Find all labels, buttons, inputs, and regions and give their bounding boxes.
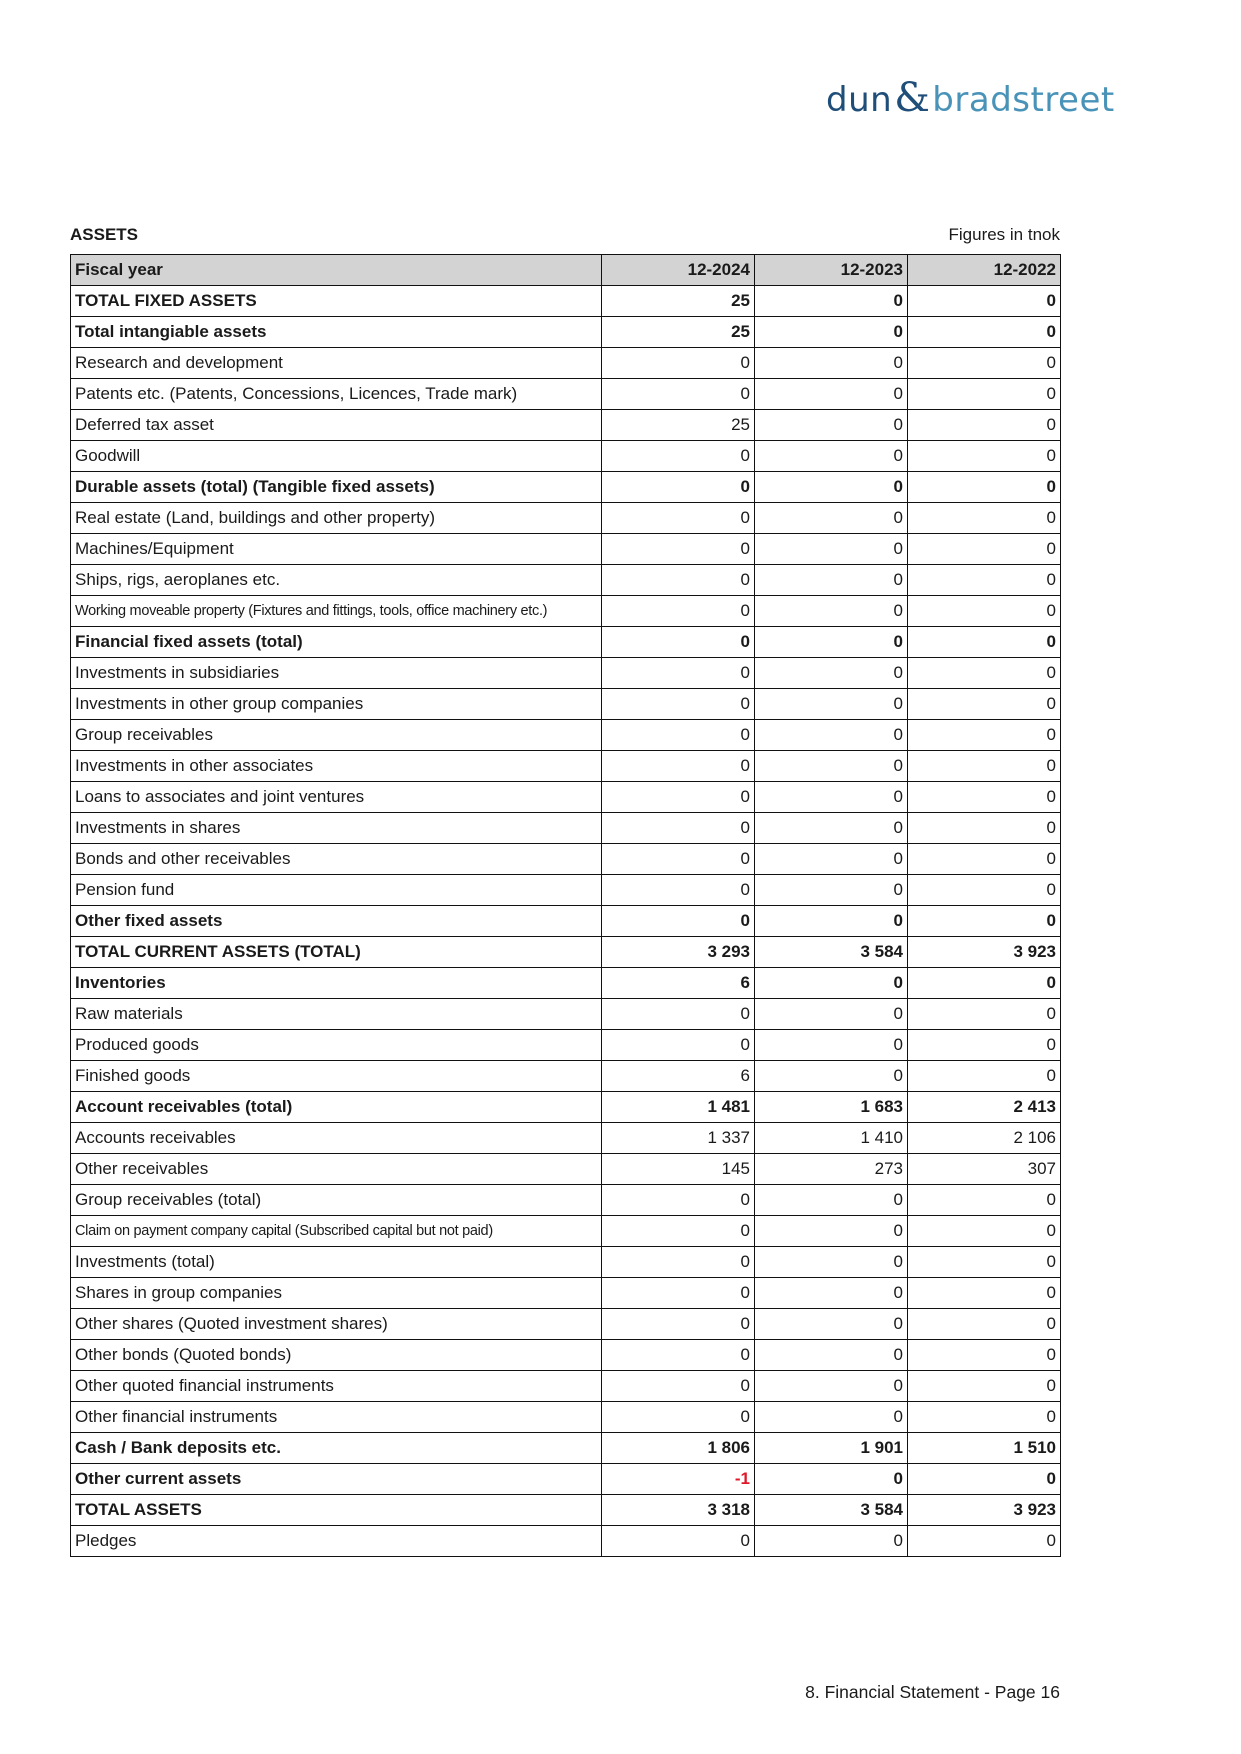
row-value-12-2024: 0 xyxy=(602,1340,755,1371)
row-label: Pension fund xyxy=(71,875,602,906)
row-value-12-2022: 0 xyxy=(908,286,1061,317)
table-row xyxy=(71,999,1061,1030)
table-row xyxy=(71,782,1061,813)
row-value-12-2024: 0 xyxy=(602,689,755,720)
row-value-12-2024: 0 xyxy=(602,720,755,751)
row-value-12-2022: 0 xyxy=(908,751,1061,782)
row-value-12-2024: 0 xyxy=(602,1371,755,1402)
row-label: TOTAL CURRENT ASSETS (TOTAL) xyxy=(71,937,602,968)
row-value-12-2022: 0 xyxy=(908,317,1061,348)
table-row xyxy=(71,565,1061,596)
row-label: Loans to associates and joint ventures xyxy=(71,782,602,813)
row-value-12-2022: 0 xyxy=(908,782,1061,813)
table-row xyxy=(71,410,1061,441)
row-value-12-2023: 1 410 xyxy=(755,1123,908,1154)
table-row xyxy=(71,379,1061,410)
row-label: Investments in other associates xyxy=(71,751,602,782)
row-label: TOTAL ASSETS xyxy=(71,1495,602,1526)
table-row xyxy=(71,1247,1061,1278)
row-value-12-2024: 0 xyxy=(602,1402,755,1433)
row-value-12-2023: 0 xyxy=(755,441,908,472)
row-value-12-2023: 0 xyxy=(755,1526,908,1557)
row-value-12-2022: 0 xyxy=(908,1526,1061,1557)
table-row xyxy=(71,627,1061,658)
row-value-12-2024: 0 xyxy=(602,1216,755,1247)
row-value-12-2022: 0 xyxy=(908,565,1061,596)
assets-table xyxy=(70,254,1061,1557)
row-value-12-2024: 0 xyxy=(602,379,755,410)
row-value-12-2022: 3 923 xyxy=(908,1495,1061,1526)
row-value-12-2022: 0 xyxy=(908,441,1061,472)
row-value-12-2024: 0 xyxy=(602,906,755,937)
table-row xyxy=(71,441,1061,472)
row-value-12-2023: 0 xyxy=(755,1464,908,1495)
row-label: Investments in other group companies xyxy=(71,689,602,720)
row-value-12-2024: 0 xyxy=(602,782,755,813)
row-value-12-2023: 0 xyxy=(755,1340,908,1371)
row-label: Durable assets (total) (Tangible fixed assets) xyxy=(71,472,602,503)
row-value-12-2024: 0 xyxy=(602,534,755,565)
row-value-12-2024: 1 337 xyxy=(602,1123,755,1154)
row-label: Bonds and other receivables xyxy=(71,844,602,875)
row-value-12-2022: 0 xyxy=(908,503,1061,534)
row-value-12-2024: 0 xyxy=(602,1030,755,1061)
row-value-12-2023: 0 xyxy=(755,658,908,689)
row-label: Investments in shares xyxy=(71,813,602,844)
row-value-12-2024: 0 xyxy=(602,999,755,1030)
table-row xyxy=(71,658,1061,689)
row-value-12-2023: 0 xyxy=(755,472,908,503)
row-label: Raw materials xyxy=(71,999,602,1030)
row-value-12-2024: 0 xyxy=(602,1185,755,1216)
table-row xyxy=(71,1402,1061,1433)
table-row xyxy=(71,1092,1061,1123)
row-label: Other fixed assets xyxy=(71,906,602,937)
row-label: Total intangiable assets xyxy=(71,317,602,348)
row-value-12-2022: 0 xyxy=(908,1278,1061,1309)
row-value-12-2023: 0 xyxy=(755,1061,908,1092)
row-value-12-2022: 0 xyxy=(908,999,1061,1030)
row-value-12-2023: 0 xyxy=(755,720,908,751)
row-value-12-2024: 0 xyxy=(602,565,755,596)
row-value-12-2023: 0 xyxy=(755,968,908,999)
table-row xyxy=(71,968,1061,999)
row-value-12-2022: 0 xyxy=(908,1216,1061,1247)
row-value-12-2022: 0 xyxy=(908,1247,1061,1278)
row-label: Group receivables xyxy=(71,720,602,751)
table-row xyxy=(71,534,1061,565)
column-header-2024: 12-2024 xyxy=(602,255,755,286)
row-value-12-2022: 0 xyxy=(908,1371,1061,1402)
row-value-12-2024: 0 xyxy=(602,596,755,627)
table-row xyxy=(71,1526,1061,1557)
table-row xyxy=(71,317,1061,348)
row-label: Other quoted financial instruments xyxy=(71,1371,602,1402)
table-row xyxy=(71,689,1061,720)
row-value-12-2022: 0 xyxy=(908,1030,1061,1061)
row-value-12-2023: 0 xyxy=(755,1247,908,1278)
table-row xyxy=(71,1278,1061,1309)
row-value-12-2023: 0 xyxy=(755,813,908,844)
row-value-12-2022: 307 xyxy=(908,1154,1061,1185)
row-label: Other bonds (Quoted bonds) xyxy=(71,1340,602,1371)
row-label: Shares in group companies xyxy=(71,1278,602,1309)
table-row xyxy=(71,875,1061,906)
row-value-12-2024: 0 xyxy=(602,348,755,379)
row-value-12-2024: 25 xyxy=(602,410,755,441)
row-value-12-2024: 1 806 xyxy=(602,1433,755,1464)
row-value-12-2023: 0 xyxy=(755,410,908,441)
row-value-12-2023: 0 xyxy=(755,565,908,596)
table-row xyxy=(71,472,1061,503)
row-label: Other current assets xyxy=(71,1464,602,1495)
row-value-12-2022: 0 xyxy=(908,1464,1061,1495)
row-label: Ships, rigs, aeroplanes etc. xyxy=(71,565,602,596)
row-label: Working moveable property (Fixtures and fittings, tools, office machinery etc.) xyxy=(71,596,602,627)
row-value-12-2023: 1 901 xyxy=(755,1433,908,1464)
row-value-12-2024: 0 xyxy=(602,627,755,658)
row-label: Investments (total) xyxy=(71,1247,602,1278)
row-label: Cash / Bank deposits etc. xyxy=(71,1433,602,1464)
row-value-12-2023: 0 xyxy=(755,1030,908,1061)
table-row xyxy=(71,1340,1061,1371)
row-value-12-2024: 25 xyxy=(602,317,755,348)
row-label: Accounts receivables xyxy=(71,1123,602,1154)
row-label: Pledges xyxy=(71,1526,602,1557)
row-value-12-2022: 0 xyxy=(908,534,1061,565)
row-label: Investments in subsidiaries xyxy=(71,658,602,689)
row-value-12-2023: 0 xyxy=(755,1185,908,1216)
table-row xyxy=(71,1464,1061,1495)
row-value-12-2024: 145 xyxy=(602,1154,755,1185)
row-label: Claim on payment company capital (Subscribed capital but not paid) xyxy=(71,1216,602,1247)
row-value-12-2023: 0 xyxy=(755,379,908,410)
row-value-12-2022: 0 xyxy=(908,875,1061,906)
row-value-12-2024: 0 xyxy=(602,1247,755,1278)
table-row xyxy=(71,844,1061,875)
row-value-12-2023: 0 xyxy=(755,1309,908,1340)
row-label: Finished goods xyxy=(71,1061,602,1092)
row-label: Group receivables (total) xyxy=(71,1185,602,1216)
row-label: Financial fixed assets (total) xyxy=(71,627,602,658)
table-row xyxy=(71,348,1061,379)
row-value-12-2022: 0 xyxy=(908,906,1061,937)
row-value-12-2024: 0 xyxy=(602,844,755,875)
row-value-12-2024: 0 xyxy=(602,751,755,782)
row-value-12-2022: 0 xyxy=(908,968,1061,999)
row-value-12-2024: 0 xyxy=(602,658,755,689)
dun-bradstreet-logo xyxy=(826,75,1115,121)
row-value-12-2023: 0 xyxy=(755,999,908,1030)
row-value-12-2022: 0 xyxy=(908,1402,1061,1433)
row-value-12-2024: 3 318 xyxy=(602,1495,755,1526)
row-value-12-2023: 0 xyxy=(755,844,908,875)
row-value-12-2024: 0 xyxy=(602,875,755,906)
row-value-12-2023: 0 xyxy=(755,286,908,317)
row-value-12-2024: -1 xyxy=(602,1464,755,1495)
row-value-12-2023: 0 xyxy=(755,751,908,782)
row-value-12-2022: 0 xyxy=(908,844,1061,875)
row-label: Other financial instruments xyxy=(71,1402,602,1433)
row-value-12-2024: 1 481 xyxy=(602,1092,755,1123)
figures-unit-note: Figures in tnok xyxy=(948,225,1060,244)
row-value-12-2024: 25 xyxy=(602,286,755,317)
row-value-12-2022: 3 923 xyxy=(908,937,1061,968)
row-value-12-2022: 0 xyxy=(908,1185,1061,1216)
row-label: Produced goods xyxy=(71,1030,602,1061)
row-value-12-2023: 0 xyxy=(755,906,908,937)
table-row xyxy=(71,1216,1061,1247)
table-header-row xyxy=(71,255,1061,286)
row-value-12-2023: 0 xyxy=(755,875,908,906)
row-value-12-2023: 0 xyxy=(755,1278,908,1309)
table-row xyxy=(71,286,1061,317)
page-footer: 8. Financial Statement - Page 16 xyxy=(805,1682,1060,1702)
row-value-12-2023: 0 xyxy=(755,1371,908,1402)
column-header-2022: 12-2022 xyxy=(908,255,1061,286)
table-row xyxy=(71,596,1061,627)
row-value-12-2022: 2 413 xyxy=(908,1092,1061,1123)
row-value-12-2024: 0 xyxy=(602,441,755,472)
table-row xyxy=(71,720,1061,751)
row-value-12-2024: 6 xyxy=(602,968,755,999)
row-value-12-2024: 0 xyxy=(602,1526,755,1557)
row-value-12-2022: 0 xyxy=(908,813,1061,844)
table-row xyxy=(71,937,1061,968)
row-value-12-2023: 0 xyxy=(755,627,908,658)
row-label: Patents etc. (Patents, Concessions, Licences, Trade mark) xyxy=(71,379,602,410)
row-value-12-2022: 0 xyxy=(908,1340,1061,1371)
row-label: TOTAL FIXED ASSETS xyxy=(71,286,602,317)
row-value-12-2023: 0 xyxy=(755,534,908,565)
table-row xyxy=(71,1030,1061,1061)
section-title: ASSETS xyxy=(70,225,139,244)
table-row xyxy=(71,1495,1061,1526)
row-label: Inventories xyxy=(71,968,602,999)
row-value-12-2024: 6 xyxy=(602,1061,755,1092)
table-row xyxy=(71,1123,1061,1154)
table-row xyxy=(71,1185,1061,1216)
row-value-12-2023: 0 xyxy=(755,1402,908,1433)
row-label: Account receivables (total) xyxy=(71,1092,602,1123)
table-row xyxy=(71,1433,1061,1464)
row-label: Research and development xyxy=(71,348,602,379)
row-label: Other shares (Quoted investment shares) xyxy=(71,1309,602,1340)
row-value-12-2022: 0 xyxy=(908,348,1061,379)
row-value-12-2022: 0 xyxy=(908,720,1061,751)
row-value-12-2022: 2 106 xyxy=(908,1123,1061,1154)
row-value-12-2023: 1 683 xyxy=(755,1092,908,1123)
row-value-12-2024: 0 xyxy=(602,1278,755,1309)
row-value-12-2022: 0 xyxy=(908,379,1061,410)
row-value-12-2022: 0 xyxy=(908,410,1061,441)
row-value-12-2023: 0 xyxy=(755,348,908,379)
row-value-12-2022: 0 xyxy=(908,596,1061,627)
row-value-12-2023: 273 xyxy=(755,1154,908,1185)
row-value-12-2022: 0 xyxy=(908,689,1061,720)
row-value-12-2023: 0 xyxy=(755,503,908,534)
row-value-12-2022: 0 xyxy=(908,1061,1061,1092)
row-label: Deferred tax asset xyxy=(71,410,602,441)
row-value-12-2023: 0 xyxy=(755,689,908,720)
row-value-12-2022: 0 xyxy=(908,627,1061,658)
row-label: Other receivables xyxy=(71,1154,602,1185)
logo-text-bradstreet: bradstreet xyxy=(932,80,1115,120)
table-row xyxy=(71,503,1061,534)
table-row xyxy=(71,906,1061,937)
row-value-12-2022: 1 510 xyxy=(908,1433,1061,1464)
table-row xyxy=(71,751,1061,782)
table-row xyxy=(71,1154,1061,1185)
table-row xyxy=(71,1371,1061,1402)
row-value-12-2024: 0 xyxy=(602,1309,755,1340)
row-value-12-2024: 0 xyxy=(602,472,755,503)
logo-ampersand-icon: & xyxy=(894,75,931,121)
row-label: Machines/Equipment xyxy=(71,534,602,565)
row-value-12-2022: 0 xyxy=(908,1309,1061,1340)
table-row xyxy=(71,1309,1061,1340)
row-value-12-2023: 0 xyxy=(755,782,908,813)
row-label: Goodwill xyxy=(71,441,602,472)
row-value-12-2023: 3 584 xyxy=(755,937,908,968)
row-value-12-2023: 0 xyxy=(755,317,908,348)
row-value-12-2024: 0 xyxy=(602,503,755,534)
logo-text-dun: dun xyxy=(826,80,893,120)
table-row xyxy=(71,1061,1061,1092)
row-value-12-2022: 0 xyxy=(908,472,1061,503)
row-value-12-2023: 0 xyxy=(755,596,908,627)
row-value-12-2024: 0 xyxy=(602,813,755,844)
row-value-12-2024: 3 293 xyxy=(602,937,755,968)
row-value-12-2023: 3 584 xyxy=(755,1495,908,1526)
row-value-12-2023: 0 xyxy=(755,1216,908,1247)
table-row xyxy=(71,813,1061,844)
column-header-2023: 12-2023 xyxy=(755,255,908,286)
row-value-12-2022: 0 xyxy=(908,658,1061,689)
column-header-fiscal-year: Fiscal year xyxy=(71,255,602,286)
row-label: Real estate (Land, buildings and other property) xyxy=(71,503,602,534)
